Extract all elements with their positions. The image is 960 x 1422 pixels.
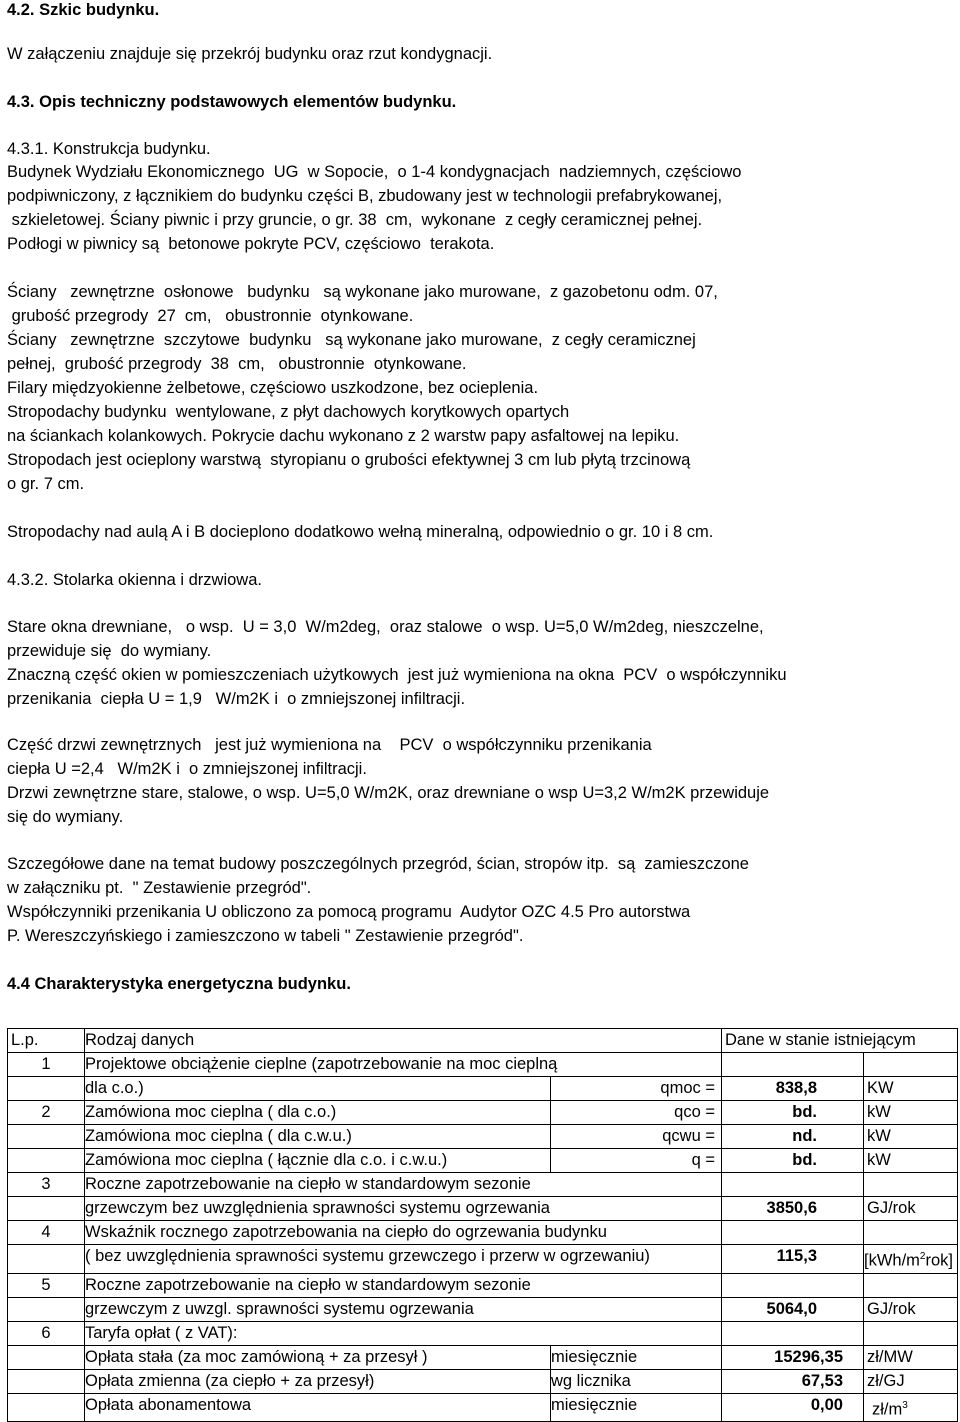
table-row: [8, 1149, 958, 1173]
row-value: 3850,6: [722, 1197, 864, 1221]
row-symbol: q =: [551, 1149, 722, 1173]
row-desc: Zamówiona moc cieplna ( dla c.o.): [85, 1101, 551, 1125]
row-lp: 6: [8, 1321, 85, 1345]
table-row: [8, 1369, 958, 1393]
walls-line: o gr. 7 cm.: [7, 475, 85, 493]
row-lp: 1: [8, 1053, 85, 1077]
header-value: Dane w stanie istniejącym: [722, 1029, 958, 1053]
row-desc: Wskaźnik rocznego zapotrzebowania na ciepło do ogrzewania budynku: [85, 1221, 722, 1245]
roof-insulation-line: Stropodachy nad aulą A i B docieplono dodatkowo wełną mineralną, odpowiednio o gr. 10 i 8 cm.: [7, 523, 714, 541]
tariff-unit: $zł/m^3$: [864, 1393, 958, 1422]
tariff-label: Opłata zmienna (za ciepło + za przesył): [85, 1369, 551, 1393]
row-desc: Zamówiona moc cieplna ( łącznie dla c.o. i c.w.u.): [85, 1149, 551, 1173]
row-value: bd.: [722, 1149, 864, 1173]
table-row: [8, 1077, 958, 1101]
row-unit: kW: [864, 1101, 958, 1125]
details-line: Współczynniki przenikania U obliczono za pomocą programu Audytor OZC 4.5 Pro autorstwa: [7, 903, 691, 921]
walls-line: Stropodach jest ocieplony warstwą styropianu o grubości efektywnej 3 cm lub płytą trzcinową: [7, 451, 691, 469]
heading-4-3: 4.3. Opis techniczny podstawowych elementów budynku.: [7, 93, 457, 111]
tariff-unit: zł/MW: [864, 1345, 958, 1369]
details-line: w załączniku pt. " Zestawienie przegród".: [7, 879, 312, 897]
row-lp: 4: [8, 1221, 85, 1245]
row-unit: GJ/rok: [864, 1197, 958, 1221]
walls-line: Stropodachy budynku wentylowane, z płyt dachowych korytkowych opartych: [7, 403, 570, 421]
windows-line: przewiduje się do wymiany.: [7, 642, 212, 660]
row-desc: dla c.o.): [85, 1077, 551, 1101]
table-row: [8, 1297, 958, 1321]
row-value: 838,8: [722, 1077, 864, 1101]
tariff-basis: wg licznika: [551, 1369, 722, 1393]
table-row: [8, 1245, 958, 1274]
energy-table: [7, 1028, 958, 1422]
tariff-label: Opłata stała (za moc zamówioną + za przesył ): [85, 1345, 551, 1369]
walls-line: Ściany zewnętrzne osłonowe budynku są wykonane jako murowane, z gazobetonu odm. 07,: [7, 283, 718, 301]
row-value: nd.: [722, 1125, 864, 1149]
construction-line: Budynek Wydziału Ekonomicznego UG w Sopocie, o 1-4 kondygnacjach nadziemnych, częściowo: [7, 163, 742, 181]
details-line: P. Wereszczyńskiego i zamieszczono w tabeli " Zestawienie przegród".: [7, 927, 524, 945]
row-symbol: qcwu =: [551, 1125, 722, 1149]
header-lp: L.p.: [8, 1029, 85, 1053]
row-desc: ( bez uwzględnienia sprawności systemu grzewczego i przerw w ogrzewaniu): [85, 1245, 722, 1274]
walls-line: Ściany zewnętrzne szczytowe budynku są wykonane jako murowane, z cegły ceramicznej: [7, 331, 696, 349]
walls-line: grubość przegrody 27 cm, obustronnie otynkowane.: [7, 307, 414, 325]
tariff-basis: miesięcznie: [551, 1345, 722, 1369]
heading-4-2: 4.2. Szkic budynku.: [7, 1, 160, 19]
row-desc: grzewczym z uwzgl. sprawności systemu ogrzewania: [85, 1297, 722, 1321]
row-unit: GJ/rok: [864, 1297, 958, 1321]
row-desc: Roczne zapotrzebowanie na ciepło w standardowym sezonie: [85, 1173, 722, 1197]
tariff-basis: miesięcznie: [551, 1393, 722, 1422]
table-row: [8, 1053, 958, 1077]
heading-4-4: 4.4 Charakterystyka energetyczna budynku.: [7, 975, 351, 993]
heading-4-3-1: 4.3.1. Konstrukcja budynku.: [7, 140, 211, 158]
tariff-value: 0,00: [722, 1393, 864, 1422]
row-desc: Zamówiona moc cieplna ( dla c.w.u.): [85, 1125, 551, 1149]
row-lp: 2: [8, 1101, 85, 1125]
heading-4-3-2: 4.3.2. Stolarka okienna i drzwiowa.: [7, 571, 262, 589]
construction-line: szkieletowej. Ściany piwnic i przy gruncie, o gr. 38 cm, wykonane z cegły ceramicznej pełnej.: [7, 211, 703, 229]
windows-line: Znaczną część okien w pomieszczeniach użytkowych jest już wymieniona na okna PCV o współczynniku: [7, 666, 787, 684]
row-value: 115,3: [722, 1245, 864, 1274]
row-value: 5064,0: [722, 1297, 864, 1321]
table-row: [8, 1393, 958, 1422]
row-unit: $[kWh/m^2rok]$: [864, 1245, 958, 1274]
row-symbol: qco =: [551, 1101, 722, 1125]
tariff-unit: zł/GJ: [864, 1369, 958, 1393]
walls-line: pełnej, grubość przegrody 38 cm, obustronnie otynkowane.: [7, 355, 467, 373]
table-row: [8, 1273, 958, 1297]
walls-line: na ściankach kolankowych. Pokrycie dachu wykonano z 2 warstw papy asfaltowej na lepiku.: [7, 427, 680, 445]
row-desc: Roczne zapotrzebowanie na ciepło w standardowym sezonie: [85, 1273, 722, 1297]
paragraph-sketch: W załączeniu znajduje się przekrój budynku oraz rzut kondygnacji.: [7, 45, 493, 63]
tariff-value: 15296,35: [722, 1345, 864, 1369]
row-unit: kW: [864, 1125, 958, 1149]
row-unit: KW: [864, 1077, 958, 1101]
details-line: Szczegółowe dane na temat budowy poszczególnych przegród, ścian, stropów itp. są zamieszczone: [7, 855, 749, 873]
construction-line: podpiwniczony, z łącznikiem do budynku części B, zbudowany jest w technologii prefabrykowanej,: [7, 187, 723, 205]
table-row: [8, 1101, 958, 1125]
table-row: [8, 1221, 958, 1245]
table-row: [8, 1197, 958, 1221]
doors-line: Drzwi zewnętrzne stare, stalowe, o wsp. U=5,0 W/m2K, oraz drewniane o wsp U=3,2 W/m2K przewiduje: [7, 784, 770, 802]
row-symbol: qmoc =: [551, 1077, 722, 1101]
doors-line: Część drzwi zewnętrznych jest już wymieniona na PCV o współczynniku przenikania: [7, 736, 652, 754]
row-desc: Taryfa opłat ( z VAT):: [85, 1321, 722, 1345]
windows-line: przenikania ciepła U = 1,9 W/m2K i o zmniejszonej infiltracji.: [7, 690, 466, 708]
row-value: bd.: [722, 1101, 864, 1125]
row-desc: grzewczym bez uwzględnienia sprawności systemu ogrzewania: [85, 1197, 722, 1221]
row-lp: 3: [8, 1173, 85, 1197]
table-header-row: [8, 1029, 958, 1053]
table-row: [8, 1125, 958, 1149]
row-unit: kW: [864, 1149, 958, 1173]
construction-line: Podłogi w piwnicy są betonowe pokryte PCV, częściowo terakota.: [7, 235, 495, 253]
header-desc: Rodzaj danych: [85, 1029, 722, 1053]
row-lp: 5: [8, 1273, 85, 1297]
row-desc: Projektowe obciążenie cieplne (zapotrzebowanie na moc cieplną: [85, 1053, 722, 1077]
tariff-value: 67,53: [722, 1369, 864, 1393]
windows-line: Stare okna drewniane, o wsp. U = 3,0 W/m2deg, oraz stalowe o wsp. U=5,0 W/m2deg, nieszczelne,: [7, 618, 764, 636]
table-row: [8, 1321, 958, 1345]
doors-line: się do wymiany.: [7, 808, 124, 826]
tariff-label: Opłata abonamentowa: [85, 1393, 551, 1422]
table-row: [8, 1173, 958, 1197]
doors-line: ciepła U =2,4 W/m2K i o zmniejszonej infiltracji.: [7, 760, 367, 778]
table-row: [8, 1345, 958, 1369]
walls-line: Filary międzyokienne żelbetowe, częściowo uszkodzone, bez ocieplenia.: [7, 379, 539, 397]
